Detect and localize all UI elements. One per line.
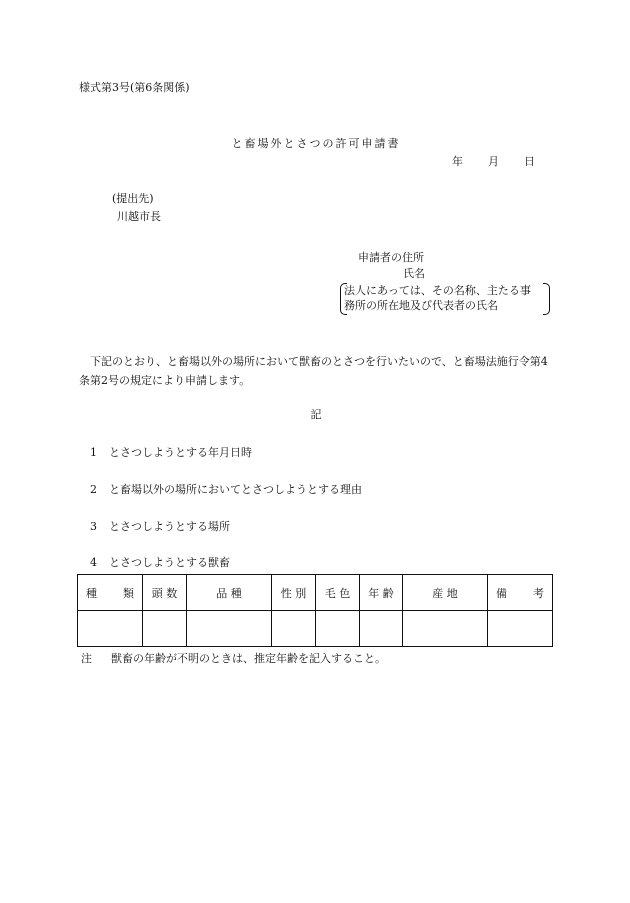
bracket-right [543, 283, 550, 315]
col-header-sex: 性 別 [272, 575, 316, 611]
bracket-left [340, 283, 347, 315]
cell-sex[interactable] [272, 611, 316, 647]
item-number: 2 [90, 483, 97, 496]
corporation-note-line-1: 法人にあっては、その名称、主たる事 [344, 284, 531, 297]
livestock-table [77, 574, 553, 647]
cell-breed[interactable] [187, 611, 272, 647]
corporation-note [344, 283, 544, 313]
col-header-origin: 産 地 [403, 575, 488, 611]
item-text: とさつしようとする獣畜 [109, 556, 230, 569]
applicant-name-label: 氏名 [403, 267, 425, 280]
date-year-label: 年 [452, 155, 463, 168]
cell-age[interactable] [360, 611, 403, 647]
ki-heading: 記 [310, 408, 322, 421]
col-header-count: 頭 数 [143, 575, 187, 611]
list-item [90, 484, 362, 495]
applicant-address-label: 申請者の住所 [358, 251, 424, 264]
document-title: と畜場外とさつの許可申請書 [231, 137, 401, 150]
cell-count[interactable] [143, 611, 187, 647]
cell-origin[interactable] [403, 611, 488, 647]
item-text: とさつしようとする年月日時 [109, 446, 252, 459]
item-number: 4 [90, 556, 97, 569]
list-item [90, 447, 252, 458]
cell-type[interactable] [78, 611, 143, 647]
item-text: と畜場以外の場所においてとさつしようとする理由 [109, 483, 362, 496]
cell-color[interactable] [316, 611, 360, 647]
table-row [78, 611, 553, 647]
body-paragraph: 下記のとおり、と畜場以外の場所において獣畜のとさつを行いたいので、と畜場法施行令第4条第2号の規定により申請します。 [79, 355, 548, 387]
col-header-type: 種 類 [78, 575, 143, 611]
col-header-breed: 品 種 [187, 575, 272, 611]
col-header-remarks: 備 考 [488, 575, 553, 611]
cell-remarks[interactable] [488, 611, 553, 647]
date-month-label: 月 [488, 155, 499, 168]
date-day-label: 日 [524, 155, 535, 168]
footnote-mark: 注 [81, 652, 92, 665]
col-header-color: 毛 色 [316, 575, 360, 611]
item-number: 1 [90, 446, 97, 459]
list-item [90, 557, 230, 568]
corporation-note-line-2: 務所の所在地及び代表者の氏名 [344, 299, 498, 312]
list-item [90, 521, 230, 532]
form-number: 様式第3号(第6条関係) [79, 81, 190, 94]
footnote [79, 653, 386, 664]
item-text: とさつしようとする場所 [109, 520, 230, 533]
footnote-text: 獣畜の年齢が不明のときは、推定年齢を記入すること。 [111, 652, 386, 665]
submit-to-label: (提出先) [112, 192, 154, 205]
col-header-age: 年 齢 [360, 575, 403, 611]
item-number: 3 [90, 520, 97, 533]
table-header-row [78, 575, 553, 611]
submit-to-value: 川越市長 [117, 210, 161, 223]
date-line [452, 156, 535, 167]
